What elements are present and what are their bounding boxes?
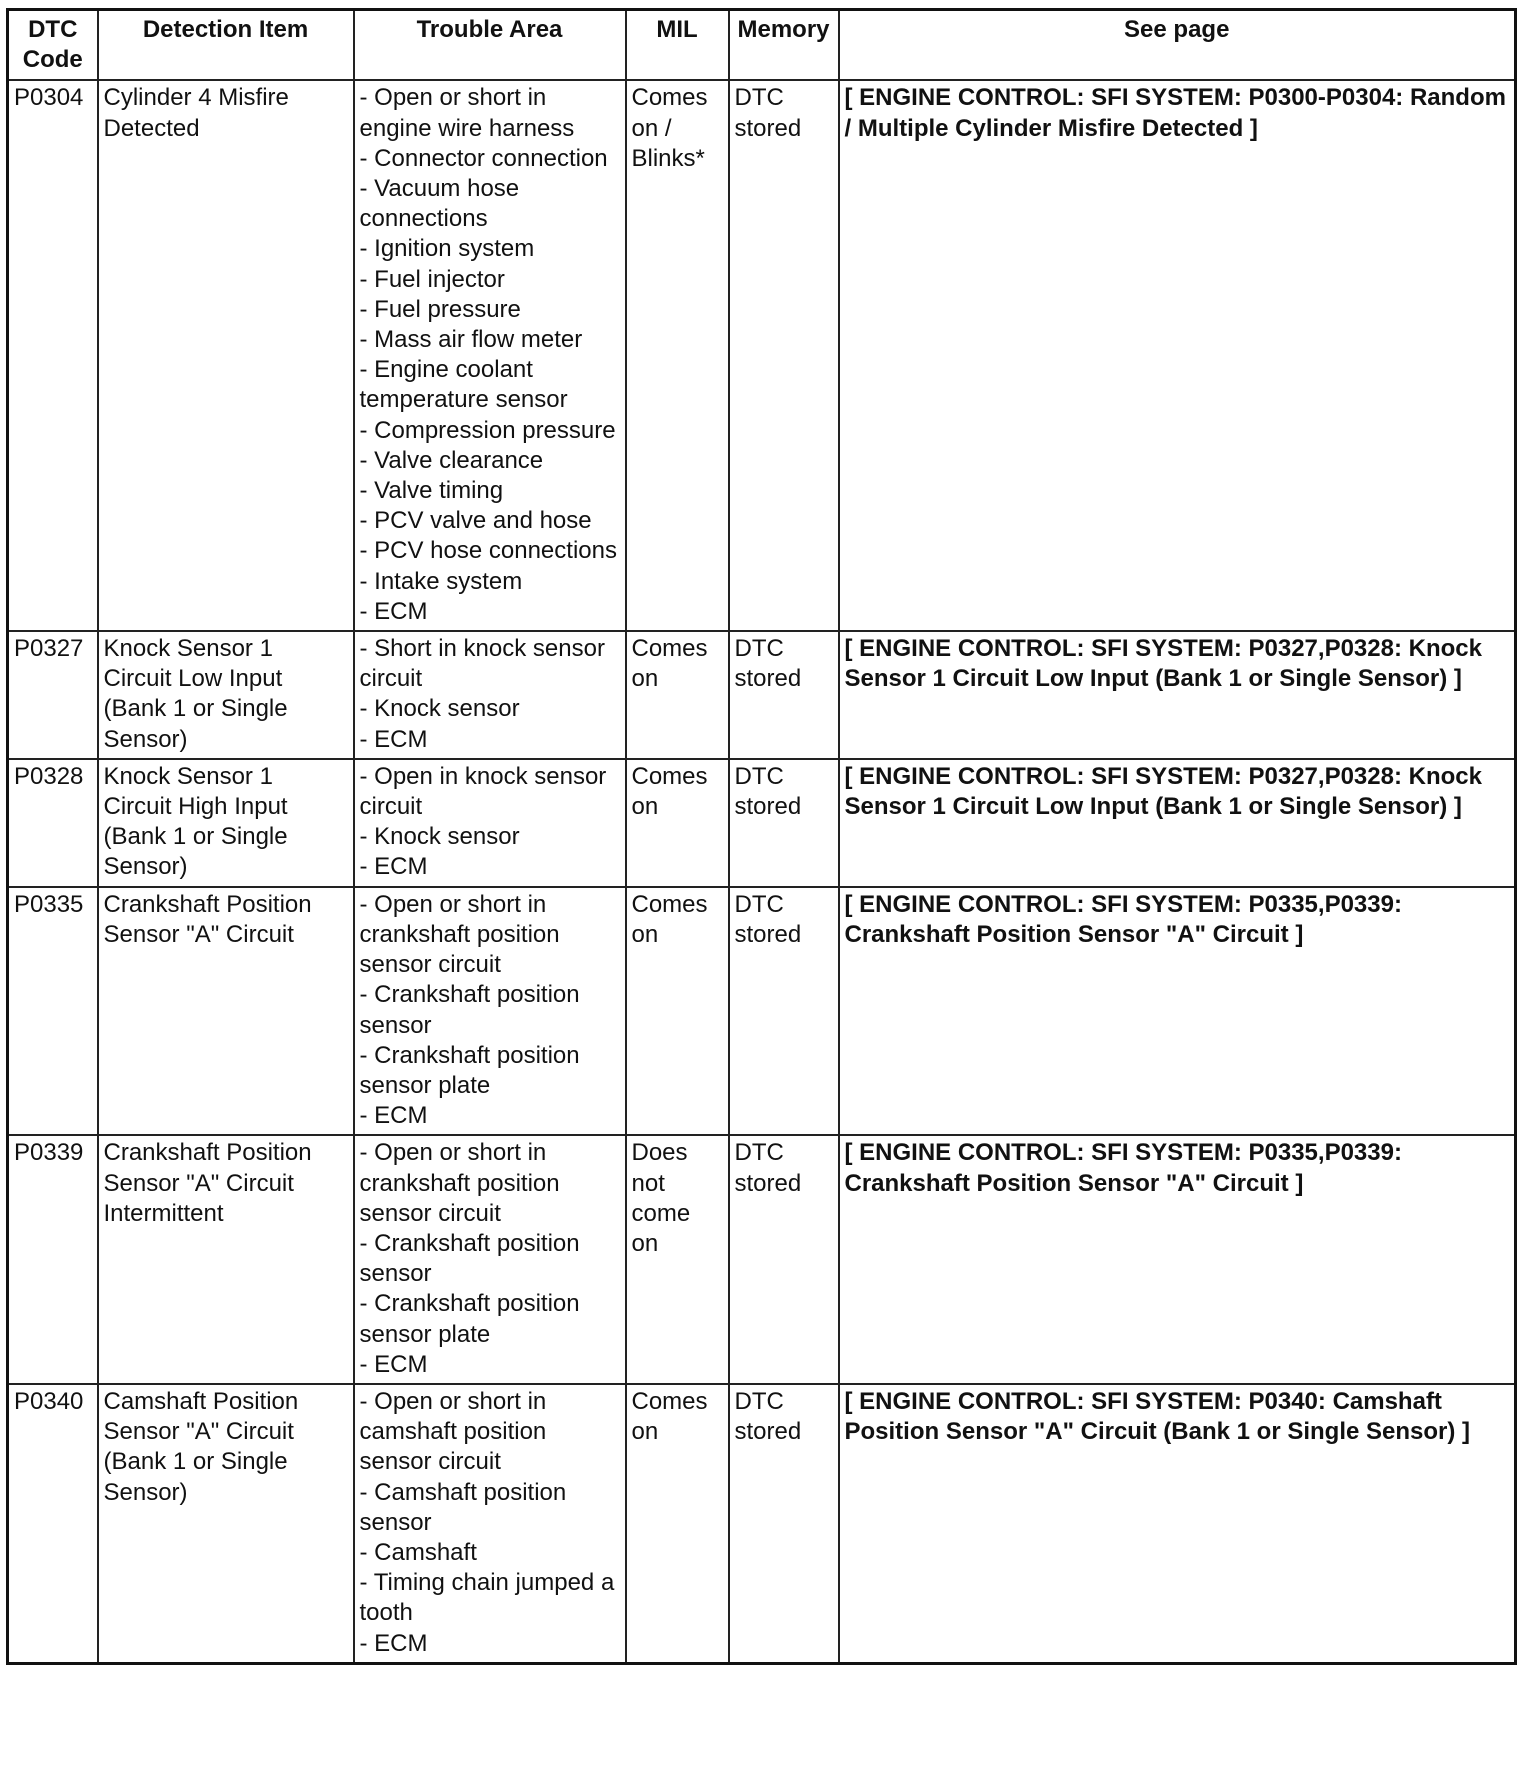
table-row <box>8 887 1516 1136</box>
header-row <box>8 10 1516 81</box>
memory-status: DTC stored <box>729 759 839 887</box>
trouble-area-line: - PCV hose connections <box>359 537 617 565</box>
trouble-area-line: - PCV valve and hose <box>359 507 592 535</box>
mil-status: Comes on <box>626 887 729 1136</box>
see-page-link[interactable]: [ ENGINE CONTROL: SFI SYSTEM: P0327,P0328: Knock Sensor 1 Circuit Low Input (Bank 1 or Single Sensor) ] <box>839 759 1516 887</box>
detection-item: Crankshaft Position Sensor "A" Circuit Intermittent <box>98 1135 354 1384</box>
trouble-area <box>354 759 626 887</box>
header-see-page: See page <box>839 10 1516 81</box>
trouble-area <box>354 1135 626 1384</box>
memory-status: DTC stored <box>729 631 839 759</box>
trouble-area-line: - Fuel pressure <box>359 295 521 323</box>
trouble-area-line: - ECM <box>359 597 428 625</box>
detection-item: Knock Sensor 1 Circuit Low Input (Bank 1 or Single Sensor) <box>98 631 354 759</box>
trouble-area-line: - Fuel injector <box>359 265 505 293</box>
dtc-table <box>6 8 1517 1665</box>
table-row <box>8 1135 1516 1384</box>
mil-status: Does not come on <box>626 1135 729 1384</box>
trouble-area-line: - ECM <box>359 1350 428 1378</box>
memory-status: DTC stored <box>729 1135 839 1384</box>
dtc-code: P0327 <box>8 631 98 759</box>
trouble-area <box>354 887 626 1136</box>
trouble-area <box>354 1384 626 1663</box>
mil-status: Comes on <box>626 759 729 887</box>
trouble-area <box>354 631 626 759</box>
see-page-link[interactable]: [ ENGINE CONTROL: SFI SYSTEM: P0300-P0304: Random / Multiple Cylinder Misfire Detected ] <box>839 80 1516 631</box>
table-body <box>8 80 1516 1663</box>
mil-status: Comes on <box>626 1384 729 1663</box>
table-row <box>8 759 1516 887</box>
trouble-area-line: - ECM <box>359 1102 428 1130</box>
see-page-link[interactable]: [ ENGINE CONTROL: SFI SYSTEM: P0335,P0339: Crankshaft Position Sensor "A" Circuit ] <box>839 1135 1516 1384</box>
dtc-code: P0328 <box>8 759 98 887</box>
see-page-link[interactable]: [ ENGINE CONTROL: SFI SYSTEM: P0340: Camshaft Position Sensor "A" Circuit (Bank 1 or Single Sensor) ] <box>839 1384 1516 1663</box>
dtc-code: P0335 <box>8 887 98 1136</box>
mil-status: Comes on / Blinks* <box>626 80 729 631</box>
trouble-area-line: - Short in knock sensor circuit <box>359 635 605 693</box>
trouble-area-line: - Compression pressure <box>359 416 616 444</box>
trouble-area-line: - Mass air flow meter <box>359 326 583 354</box>
dtc-code: P0304 <box>8 80 98 631</box>
trouble-area-line: - Crankshaft position sensor <box>359 981 580 1039</box>
see-page-link[interactable]: [ ENGINE CONTROL: SFI SYSTEM: P0327,P0328: Knock Sensor 1 Circuit Low Input (Bank 1 or Single Sensor) ] <box>839 631 1516 759</box>
trouble-area-line: - Camshaft <box>359 1538 477 1566</box>
trouble-area-line: - Knock sensor <box>359 823 520 851</box>
memory-status: DTC stored <box>729 80 839 631</box>
header-memory: Memory <box>729 10 839 81</box>
mil-status: Comes on <box>626 631 729 759</box>
trouble-area-line: - Intake system <box>359 567 523 595</box>
dtc-code: P0339 <box>8 1135 98 1384</box>
trouble-area-line: - Open or short in crankshaft position sensor circuit <box>359 1139 560 1227</box>
trouble-area-line: - Open or short in camshaft position sensor circuit <box>359 1387 547 1476</box>
trouble-area-line: - Vacuum hose connections <box>359 175 520 233</box>
header-mil: MIL <box>626 10 729 81</box>
trouble-area-line: - ECM <box>359 1629 428 1657</box>
detection-item: Knock Sensor 1 Circuit High Input (Bank 1 or Single Sensor) <box>98 759 354 887</box>
memory-status: DTC stored <box>729 1384 839 1663</box>
dtc-code: P0340 <box>8 1384 98 1663</box>
trouble-area-line: - Engine coolant temperature sensor <box>359 356 568 414</box>
detection-item: Crankshaft Position Sensor "A" Circuit <box>98 887 354 1136</box>
see-page-link[interactable]: [ ENGINE CONTROL: SFI SYSTEM: P0335,P0339: Crankshaft Position Sensor "A" Circuit ] <box>839 887 1516 1136</box>
trouble-area-line: - Knock sensor <box>359 695 520 723</box>
table-row <box>8 80 1516 631</box>
trouble-area-line: - Connector connection <box>359 144 608 172</box>
trouble-area-line: - ECM <box>359 725 428 753</box>
memory-status: DTC stored <box>729 887 839 1136</box>
trouble-area <box>354 80 626 631</box>
trouble-area-line: - Open or short in engine wire harness <box>359 84 575 142</box>
trouble-area-line: - Valve timing <box>359 477 504 505</box>
detection-item: Camshaft Position Sensor "A" Circuit (Bank 1 or Single Sensor) <box>98 1384 354 1663</box>
trouble-area-line: - Crankshaft position sensor plate <box>359 1041 580 1099</box>
trouble-area-line: - Open or short in crankshaft position sensor circuit <box>359 890 560 979</box>
table-row <box>8 1384 1516 1663</box>
detection-item: Cylinder 4 Misfire Detected <box>98 80 354 631</box>
trouble-area-line: - ECM <box>359 853 428 881</box>
header-trouble-area: Trouble Area <box>354 10 626 81</box>
table-row <box>8 631 1516 759</box>
trouble-area-line: - Open in knock sensor circuit <box>359 762 607 821</box>
trouble-area-line: - Valve clearance <box>359 446 544 474</box>
trouble-area-line: - Crankshaft position sensor plate <box>359 1290 580 1348</box>
trouble-area-line: - Camshaft position sensor <box>359 1478 567 1536</box>
header-detection-item: Detection Item <box>98 10 354 81</box>
trouble-area-line: - Timing chain jumped a tooth <box>359 1569 615 1627</box>
header-dtc-code: DTC Code <box>8 10 98 81</box>
trouble-area-line: - Ignition system <box>359 235 535 263</box>
trouble-area-line: - Crankshaft position sensor <box>359 1229 580 1288</box>
